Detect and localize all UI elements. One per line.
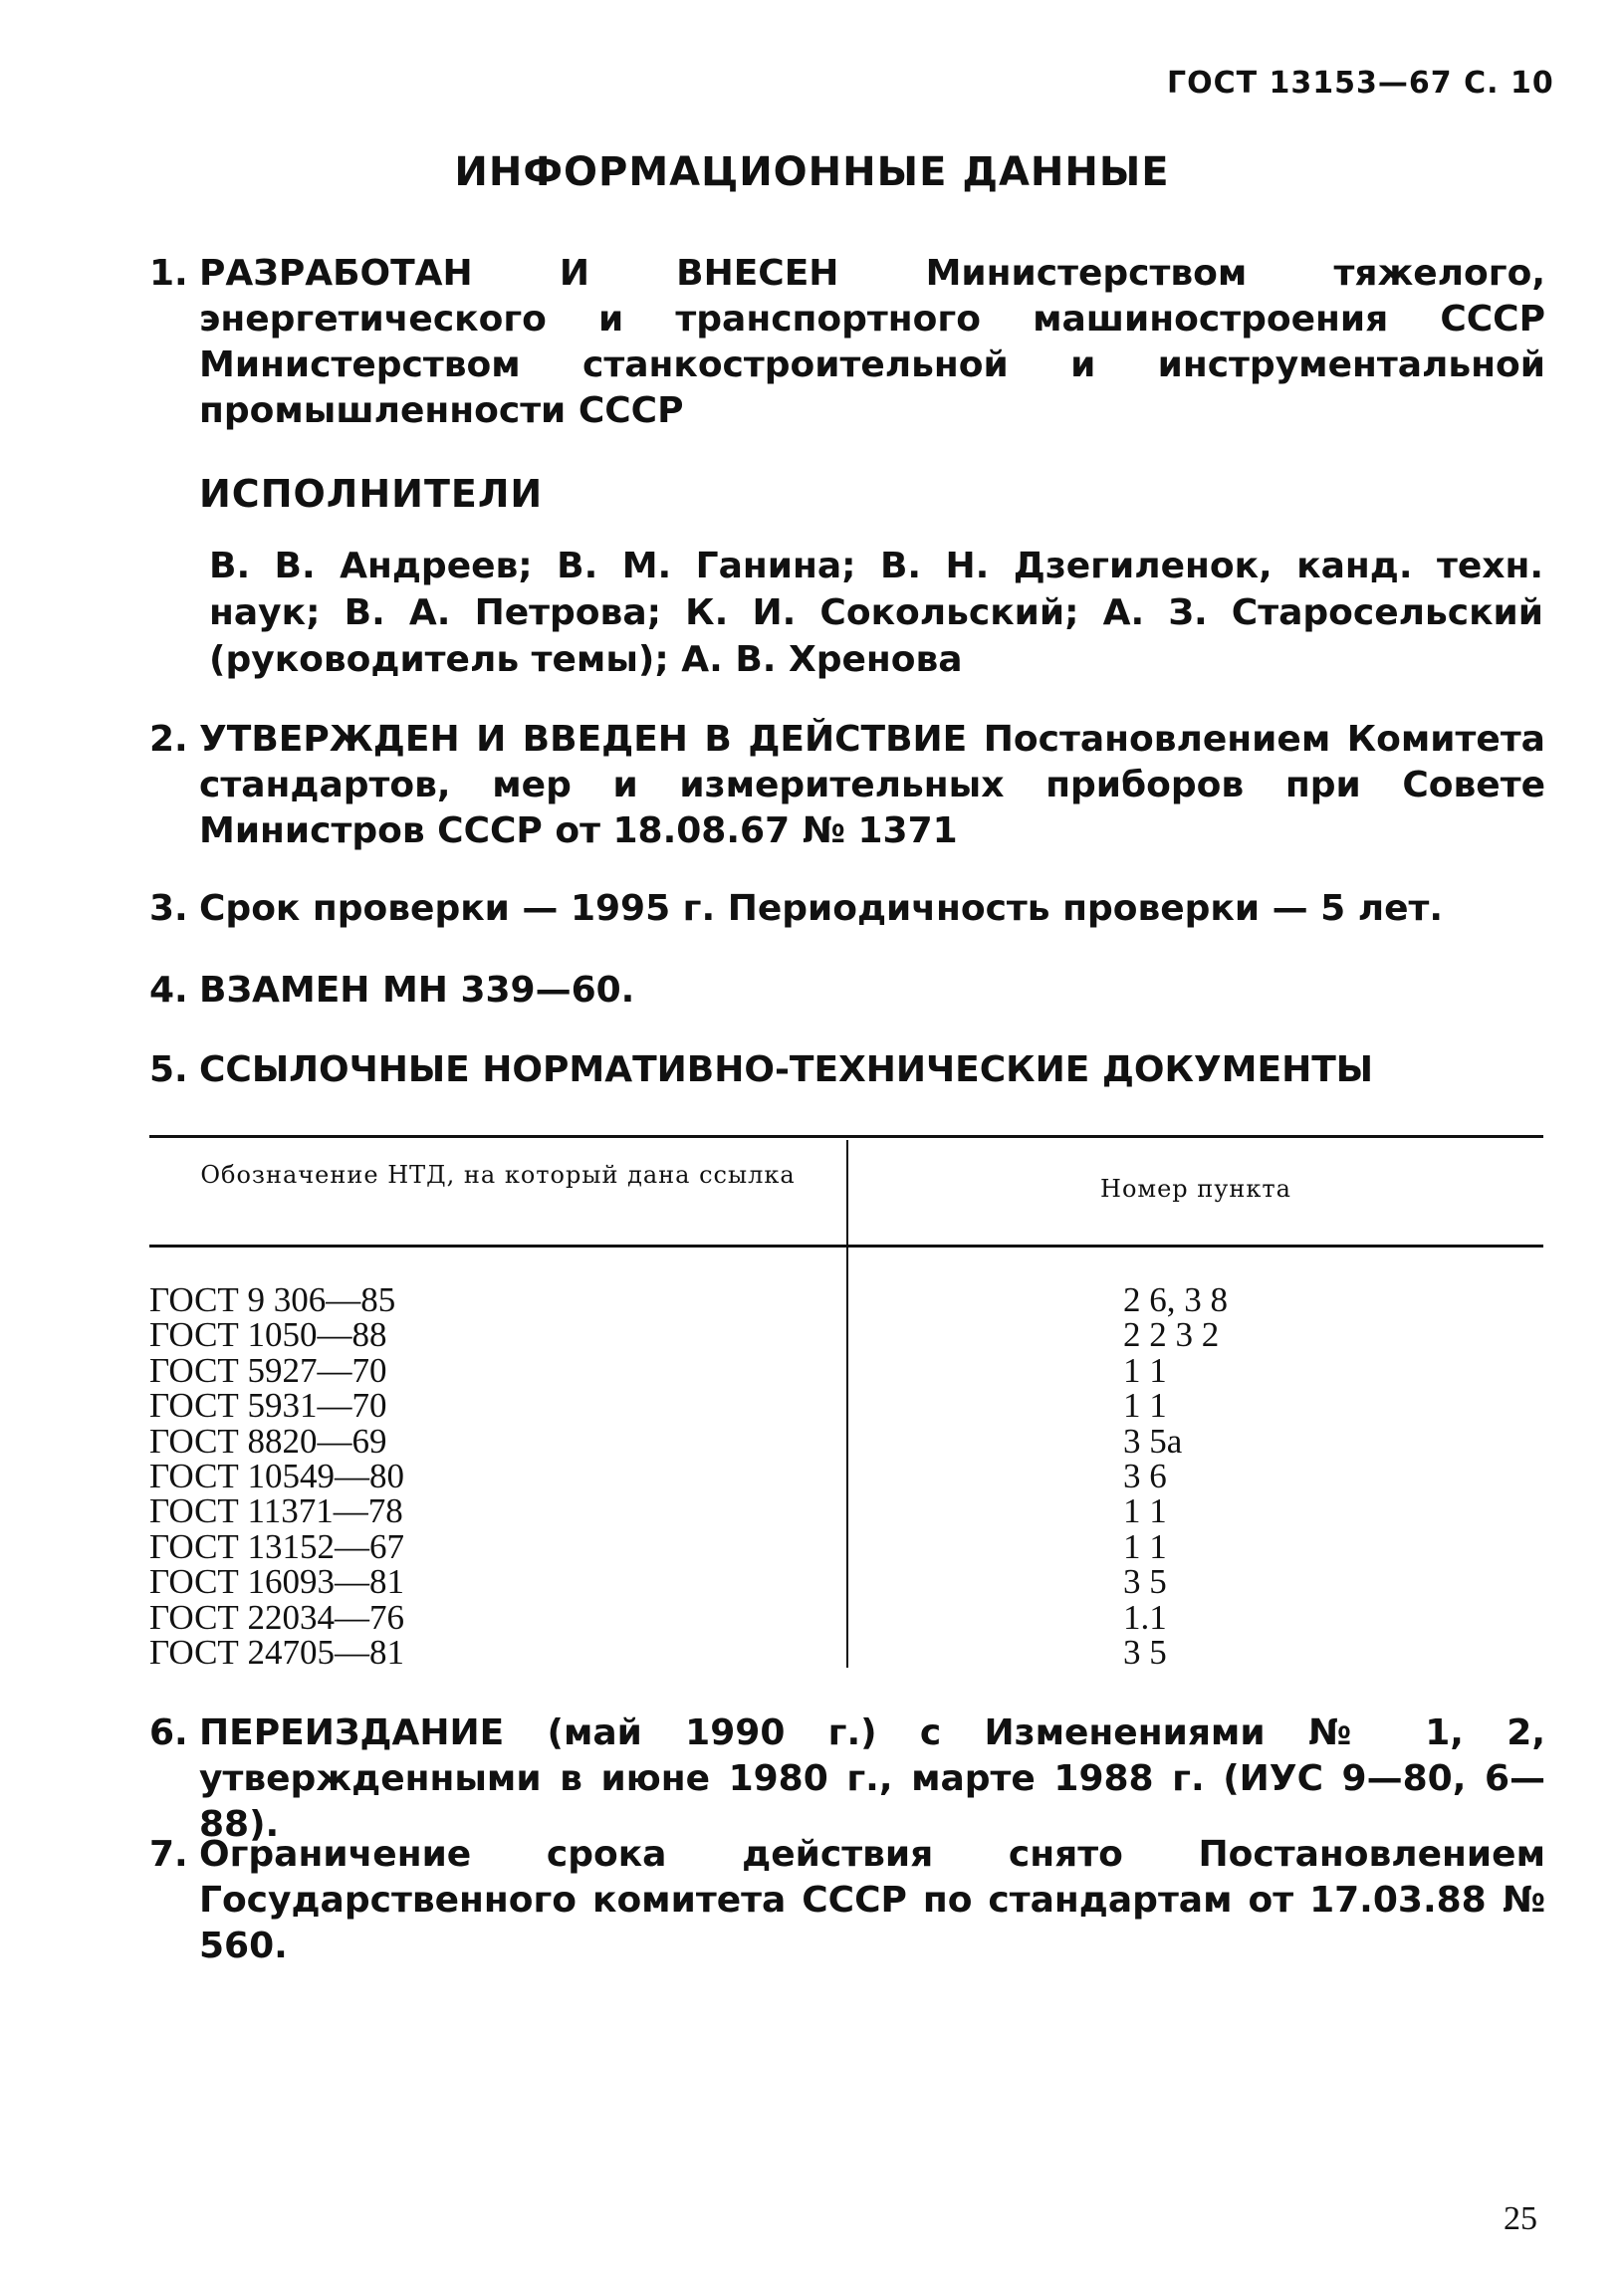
- table-cell-clause: 1 1: [1123, 1491, 1167, 1531]
- item-7: [149, 1832, 1545, 1966]
- table-cell-clause: 1 1: [1123, 1526, 1167, 1566]
- item-text: Ограничение срока действия снято Постановлением Государственного комитета СССР по стандартам от 17.03.88 № 560.: [199, 1834, 1545, 1966]
- item-text: ССЫЛОЧНЫЕ НОРМАТИВНО-ТЕХНИЧЕСКИЕ ДОКУМЕНТЫ: [199, 1049, 1374, 1090]
- table-cell-doc: ГОСТ 9 306—85: [149, 1280, 396, 1319]
- reference-table: [149, 1135, 1543, 1693]
- item-text: (май 1990 г.) с Изменениями № 1, 2, утвержденными в июне 1980 г., марте 1988 г. (ИУС 9—80, 6—88).: [199, 1712, 1545, 1845]
- table-top-rule: [149, 1135, 1543, 1138]
- item-text: Срок проверки — 1995 г. Периодичность проверки — 5 лет.: [199, 888, 1444, 929]
- item-2: [149, 717, 1543, 866]
- table-cell-doc: ГОСТ 13152—67: [149, 1526, 405, 1566]
- table-cell-clause: 1 1: [1123, 1386, 1167, 1426]
- item-6: [149, 1710, 1545, 1845]
- item-number: 3.: [149, 888, 188, 929]
- item-3: [149, 886, 1543, 936]
- item-text: Министерством тяжелого, энергетического и транспортного машиностроения СССР Министерством станкостроительной и инструментальной промышленности СССР: [199, 253, 1545, 431]
- page-title: ИНФОРМАЦИОННЫЕ ДАННЫЕ: [454, 149, 1170, 195]
- page-number: 25: [1504, 2200, 1537, 2237]
- item-number: 1.: [149, 253, 188, 294]
- table-cell-doc: ГОСТ 5927—70: [149, 1350, 387, 1390]
- item-body: [199, 1710, 1545, 1848]
- table-cell-clause: 3 5: [1123, 1562, 1167, 1602]
- item-body: [199, 717, 1545, 854]
- item-1: [149, 251, 1543, 440]
- item-text: ВЗАМЕН МН 339—60.: [199, 970, 635, 1011]
- table-cell-doc: ГОСТ 16093—81: [149, 1562, 405, 1602]
- table-cell-doc: ГОСТ 24705—81: [149, 1633, 405, 1672]
- item-lead: ПЕРЕИЗДАНИЕ: [199, 1712, 505, 1753]
- table-header-rule: [149, 1245, 1543, 1248]
- table-column-divider: [846, 1140, 848, 1668]
- item-body: [199, 251, 1545, 434]
- item-5: [149, 1047, 1543, 1097]
- table-header-doc: Обозначение НТД, на который дана ссылка: [200, 1161, 796, 1189]
- item-number: 4.: [149, 970, 188, 1011]
- table-cell-clause: 1.1: [1123, 1597, 1167, 1637]
- table-cell-clause: 1 1: [1123, 1350, 1167, 1390]
- table-cell-doc: ГОСТ 10549—80: [149, 1457, 405, 1495]
- item-text: Постановлением Комитета стандартов, мер и измерительных приборов при Совете Министров СССР от 18.08.67 № 1371: [199, 719, 1545, 851]
- item-number: 6.: [149, 1712, 188, 1753]
- table-cell-doc: ГОСТ 8820—69: [149, 1421, 387, 1461]
- item-number: 5.: [149, 1049, 188, 1090]
- item-4: [149, 968, 1543, 1018]
- table-cell-doc: ГОСТ 22034—76: [149, 1597, 405, 1637]
- table-cell-clause: 3 5а: [1123, 1421, 1183, 1461]
- table-cell-clause: 2 2 3 2: [1123, 1315, 1220, 1355]
- document-reference: ГОСТ 13153—67 С. 10: [1167, 66, 1554, 101]
- table-cell-doc: ГОСТ 1050—88: [149, 1315, 387, 1355]
- table-cell-clause: 2 6, 3 8: [1123, 1280, 1228, 1319]
- executors-heading: ИСПОЛНИТЕЛИ: [199, 472, 544, 516]
- table-cell-clause: 3 5: [1123, 1633, 1167, 1672]
- item-number: 7.: [149, 1834, 188, 1875]
- item-lead: РАЗРАБОТАН И ВНЕСЕН: [199, 253, 839, 294]
- table-cell-doc: ГОСТ 5931—70: [149, 1386, 387, 1426]
- item-number: 2.: [149, 719, 188, 760]
- executors-list: В. В. Андреев; В. М. Ганина; В. Н. Дзегиленок, канд. техн. наук; В. А. Петрова; К. И. Сокольский; А. З. Старосельский (руководитель темы); А. В. Хренова: [209, 546, 1543, 680]
- table-header-clause: Номер пункта: [1100, 1175, 1291, 1203]
- table-cell-clause: 3 6: [1123, 1457, 1167, 1495]
- item-lead: УТВЕРЖДЕН И ВВЕДЕН В ДЕЙСТВИЕ: [199, 719, 968, 760]
- table-cell-doc: ГОСТ 11371—78: [149, 1491, 403, 1531]
